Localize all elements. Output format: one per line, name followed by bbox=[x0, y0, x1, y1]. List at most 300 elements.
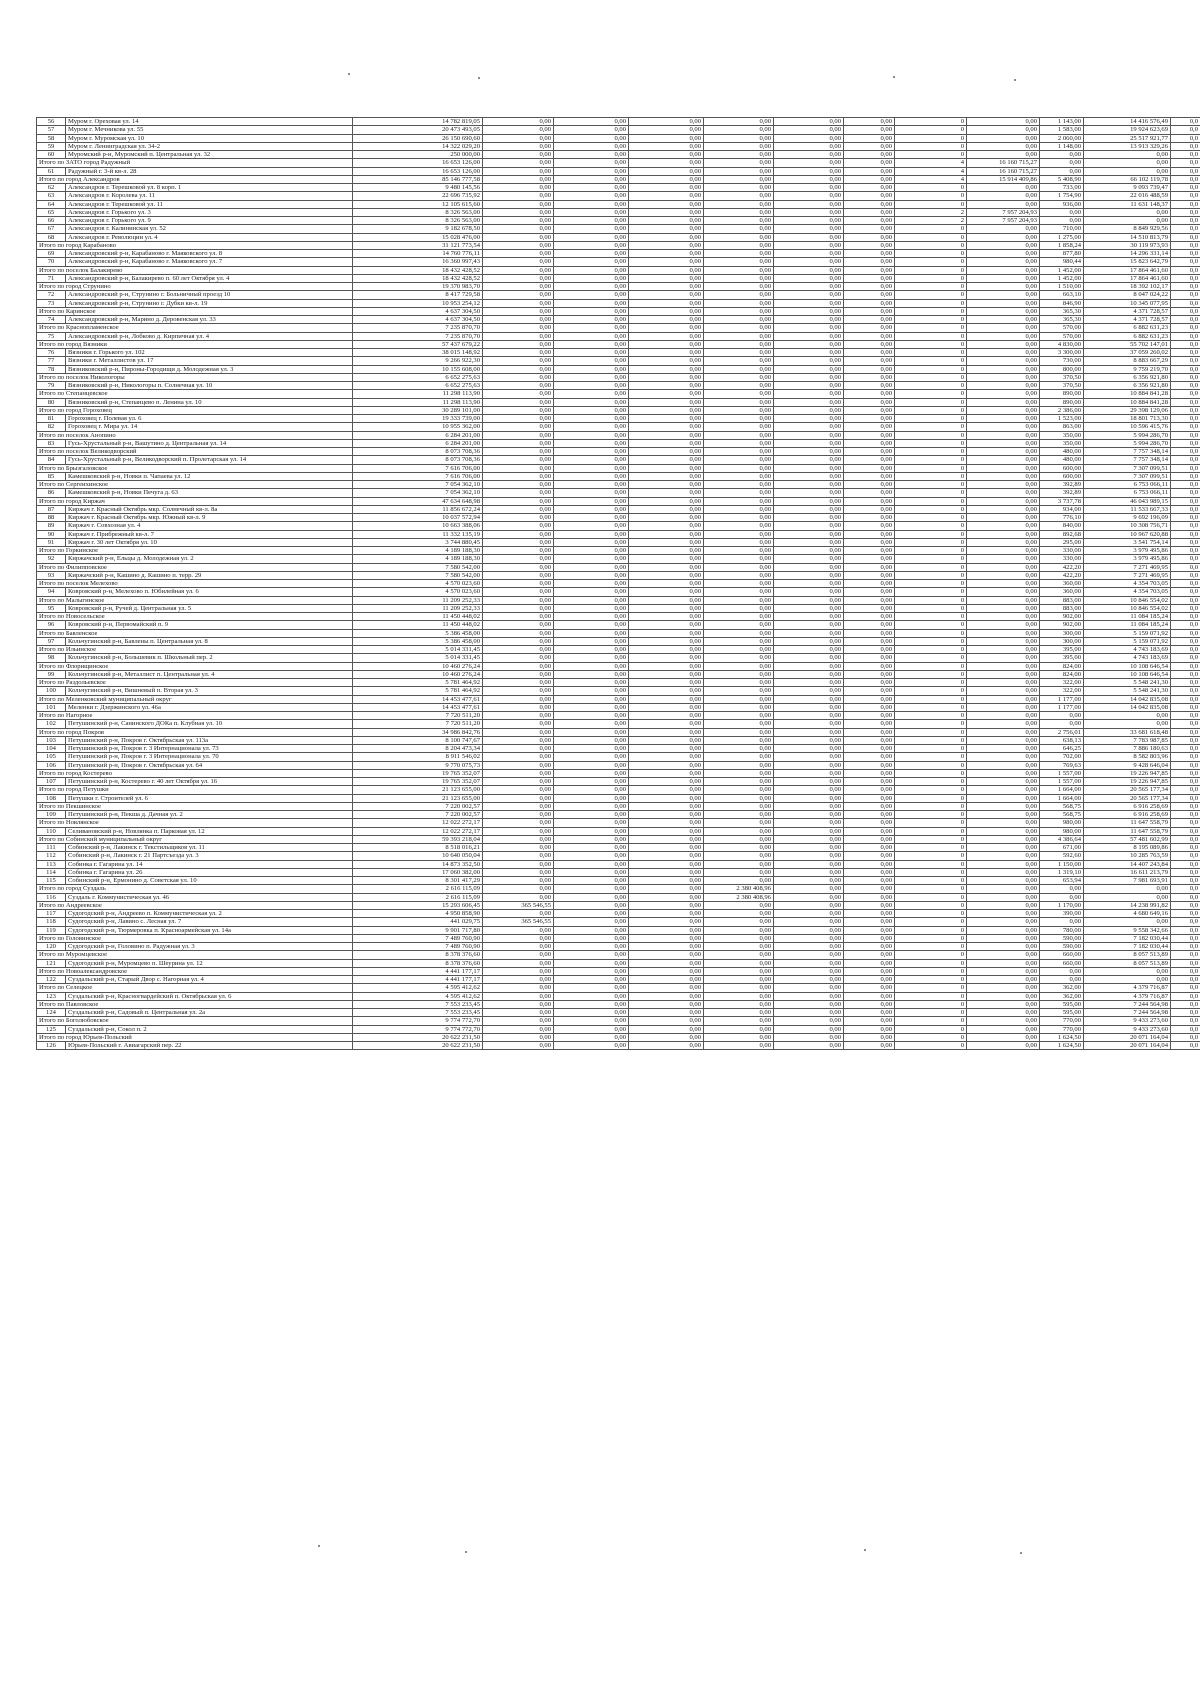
amount-cell: 0,00 bbox=[629, 505, 704, 513]
count-cell: 2 bbox=[895, 208, 967, 216]
amount-cell: 0,00 bbox=[629, 217, 704, 225]
amount-cell: 0,00 bbox=[483, 703, 554, 711]
amount-cell: 0,00 bbox=[554, 530, 629, 538]
total-cost-cell: 10 460 276,24 bbox=[353, 670, 483, 678]
amount-cell: 20 071 164,04 bbox=[1084, 1042, 1171, 1050]
amount-cell: 15 914 409,86 bbox=[967, 175, 1040, 183]
amount-cell: 0,00 bbox=[844, 250, 895, 258]
amount-cell: 0,00 bbox=[774, 142, 844, 150]
amount-cell: 0,00 bbox=[704, 588, 774, 596]
total-cost-cell: 11 450 448,02 bbox=[353, 613, 483, 621]
total-cost-cell: 4 189 188,30 bbox=[353, 555, 483, 563]
row-number: 92 bbox=[37, 555, 66, 563]
amount-cell: 0,00 bbox=[844, 266, 895, 274]
count-cell: 0 bbox=[895, 646, 967, 654]
address-cell: Итого по город Киржач bbox=[37, 497, 353, 505]
address-cell: Итого по город Струнино bbox=[37, 283, 353, 291]
amount-cell: 0,00 bbox=[483, 299, 554, 307]
address-cell: Итого по Муромцевское bbox=[37, 951, 353, 959]
amount-cell: 0,00 bbox=[967, 753, 1040, 761]
count-cell: 0 bbox=[895, 926, 967, 934]
amount-cell: 0,00 bbox=[554, 794, 629, 802]
amount-cell: 0,00 bbox=[704, 967, 774, 975]
count-cell: 0 bbox=[895, 745, 967, 753]
amount-cell: 0,00 bbox=[554, 769, 629, 777]
area-cell: 902,00 bbox=[1040, 613, 1084, 621]
amount-cell: 0,00 bbox=[629, 1025, 704, 1033]
amount-cell: 0,00 bbox=[704, 951, 774, 959]
amount-cell: 0,00 bbox=[483, 266, 554, 274]
count-cell: 0 bbox=[895, 901, 967, 909]
area-cell: 824,00 bbox=[1040, 670, 1084, 678]
address-cell: Муром г. Муромская ул. 10 bbox=[66, 134, 353, 142]
amount-cell: 0,00 bbox=[774, 629, 844, 637]
address-cell: Итого по Филипповское bbox=[37, 563, 353, 571]
amount-cell: 0,00 bbox=[844, 489, 895, 497]
amount-cell: 0,00 bbox=[483, 761, 554, 769]
address-cell: Итого по город Суздаль bbox=[37, 885, 353, 893]
table-row bbox=[37, 654, 1200, 662]
count-cell: 0 bbox=[895, 637, 967, 645]
amount-cell: 0,0 bbox=[1171, 159, 1200, 167]
amount-cell: 0,0 bbox=[1171, 687, 1200, 695]
count-cell: 0 bbox=[895, 365, 967, 373]
amount-cell: 365 546,55 bbox=[483, 918, 554, 926]
count-cell: 0 bbox=[895, 687, 967, 695]
amount-cell: 0,00 bbox=[704, 522, 774, 530]
amount-cell: 0,00 bbox=[704, 250, 774, 258]
total-cost-cell: 4 570 023,60 bbox=[353, 588, 483, 596]
area-cell: 0,00 bbox=[1040, 720, 1084, 728]
row-number: 66 bbox=[37, 217, 66, 225]
amount-cell: 0,00 bbox=[844, 918, 895, 926]
table-row bbox=[37, 811, 1200, 819]
count-cell: 0 bbox=[895, 142, 967, 150]
address-cell: Итого по Собинский муниципальный округ bbox=[37, 835, 353, 843]
count-cell: 0 bbox=[895, 250, 967, 258]
amount-cell: 4 354 703,05 bbox=[1084, 580, 1171, 588]
amount-cell: 14 407 243,84 bbox=[1084, 860, 1171, 868]
amount-cell: 0,00 bbox=[554, 918, 629, 926]
amount-cell: 0,00 bbox=[774, 175, 844, 183]
amount-cell: 0,00 bbox=[704, 728, 774, 736]
total-cost-cell: 14 760 776,11 bbox=[353, 250, 483, 258]
amount-cell: 0,00 bbox=[774, 530, 844, 538]
amount-cell: 0,00 bbox=[629, 456, 704, 464]
area-cell: 3 737,78 bbox=[1040, 497, 1084, 505]
amount-cell: 10 846 554,02 bbox=[1084, 596, 1171, 604]
amount-cell: 0,00 bbox=[704, 835, 774, 843]
amount-cell: 0,00 bbox=[844, 464, 895, 472]
amount-cell: 0,00 bbox=[774, 522, 844, 530]
amount-cell: 0,00 bbox=[967, 538, 1040, 546]
amount-cell: 0,00 bbox=[629, 365, 704, 373]
amount-cell: 0,0 bbox=[1171, 134, 1200, 142]
amount-cell: 0,00 bbox=[774, 159, 844, 167]
amount-cell: 0,00 bbox=[629, 175, 704, 183]
amount-cell: 10 108 646,54 bbox=[1084, 670, 1171, 678]
amount-cell: 0,00 bbox=[704, 530, 774, 538]
amount-cell: 0,00 bbox=[629, 992, 704, 1000]
address-cell: Вязниковский р-н, Никологоры п. Солнечная ул. 10 bbox=[66, 382, 353, 390]
amount-cell: 5 994 286,70 bbox=[1084, 439, 1171, 447]
amount-cell: 0,00 bbox=[483, 167, 554, 175]
table-row bbox=[37, 670, 1200, 678]
row-number: 68 bbox=[37, 233, 66, 241]
address-cell: Итого по Малыгинское bbox=[37, 596, 353, 604]
amount-cell: 0,00 bbox=[554, 332, 629, 340]
amount-cell: 0,00 bbox=[844, 687, 895, 695]
amount-cell: 0,00 bbox=[844, 786, 895, 794]
amount-cell: 0,00 bbox=[844, 637, 895, 645]
row-number: 60 bbox=[37, 151, 66, 159]
table-row bbox=[37, 184, 1200, 192]
amount-cell: 0,00 bbox=[967, 316, 1040, 324]
address-cell: Александровский р-н, Струнино г. Дубки кв-л. 19 bbox=[66, 299, 353, 307]
amount-cell: 0,00 bbox=[554, 712, 629, 720]
amount-cell: 0,00 bbox=[483, 844, 554, 852]
total-cost-cell: 19 370 983,70 bbox=[353, 283, 483, 291]
address-cell: Суздальский р-н, Старый Двор с. Нагорная ул. 4 bbox=[66, 976, 353, 984]
amount-cell: 0,00 bbox=[774, 934, 844, 942]
table-row bbox=[37, 439, 1200, 447]
total-cost-cell: 5 386 458,00 bbox=[353, 637, 483, 645]
amount-cell: 0,00 bbox=[844, 720, 895, 728]
amount-cell: 0,00 bbox=[844, 1042, 895, 1050]
amount-cell: 0,00 bbox=[967, 918, 1040, 926]
row-number: 87 bbox=[37, 505, 66, 513]
amount-cell: 0,00 bbox=[704, 778, 774, 786]
row-number: 101 bbox=[37, 703, 66, 711]
table-row bbox=[37, 291, 1200, 299]
amount-cell: 0,00 bbox=[844, 274, 895, 282]
count-cell: 0 bbox=[895, 794, 967, 802]
amount-cell: 0,00 bbox=[554, 662, 629, 670]
amount-cell: 0,00 bbox=[967, 324, 1040, 332]
amount-cell: 0,00 bbox=[774, 406, 844, 414]
total-cost-cell: 7 553 233,45 bbox=[353, 1000, 483, 1008]
amount-cell: 9 558 342,66 bbox=[1084, 926, 1171, 934]
table-row bbox=[37, 192, 1200, 200]
amount-cell: 0,0 bbox=[1171, 868, 1200, 876]
amount-cell: 0,00 bbox=[844, 852, 895, 860]
address-cell: Итого по Сергеихинское bbox=[37, 481, 353, 489]
amount-cell: 0,00 bbox=[629, 472, 704, 480]
count-cell: 0 bbox=[895, 233, 967, 241]
amount-cell: 5 159 071,92 bbox=[1084, 629, 1171, 637]
amount-cell: 0,00 bbox=[844, 646, 895, 654]
address-cell: Итого по город Костерево bbox=[37, 769, 353, 777]
amount-cell: 0,00 bbox=[844, 819, 895, 827]
amount-cell: 0,0 bbox=[1171, 951, 1200, 959]
area-cell: 660,00 bbox=[1040, 951, 1084, 959]
amount-cell: 0,00 bbox=[704, 159, 774, 167]
amount-cell: 0,00 bbox=[554, 687, 629, 695]
amount-cell: 0,00 bbox=[774, 332, 844, 340]
address-cell: Александровский р-н, Балакирево п. 60 лет Октября ул. 4 bbox=[66, 274, 353, 282]
amount-cell: 0,00 bbox=[967, 670, 1040, 678]
amount-cell: 0,00 bbox=[629, 1042, 704, 1050]
area-cell: 1 664,00 bbox=[1040, 786, 1084, 794]
amount-cell: 0,00 bbox=[844, 835, 895, 843]
amount-cell: 0,00 bbox=[774, 687, 844, 695]
total-cost-cell: 11 209 252,33 bbox=[353, 604, 483, 612]
amount-cell: 0,00 bbox=[704, 514, 774, 522]
amount-cell: 0,00 bbox=[704, 1017, 774, 1025]
amount-cell: 0,00 bbox=[967, 1017, 1040, 1025]
address-cell: Итого по Новлянское bbox=[37, 819, 353, 827]
count-cell: 0 bbox=[895, 976, 967, 984]
amount-cell: 0,00 bbox=[629, 291, 704, 299]
amount-cell: 0,00 bbox=[704, 365, 774, 373]
amount-cell: 0,0 bbox=[1171, 373, 1200, 381]
amount-cell: 0,00 bbox=[704, 580, 774, 588]
amount-cell: 0,00 bbox=[1084, 712, 1171, 720]
area-cell: 360,00 bbox=[1040, 588, 1084, 596]
amount-cell: 0,00 bbox=[554, 621, 629, 629]
amount-cell: 0,00 bbox=[774, 613, 844, 621]
amount-cell: 0,00 bbox=[629, 852, 704, 860]
area-cell: 780,00 bbox=[1040, 926, 1084, 934]
amount-cell: 0,00 bbox=[483, 910, 554, 918]
row-number: 70 bbox=[37, 258, 66, 266]
row-number: 62 bbox=[37, 184, 66, 192]
amount-cell: 0,00 bbox=[774, 1042, 844, 1050]
amount-cell: 0,00 bbox=[774, 868, 844, 876]
table-row bbox=[37, 959, 1200, 967]
amount-cell: 0,0 bbox=[1171, 736, 1200, 744]
amount-cell: 0,00 bbox=[629, 621, 704, 629]
amount-cell: 2 380 408,96 bbox=[704, 893, 774, 901]
area-cell: 710,00 bbox=[1040, 225, 1084, 233]
amount-cell: 0,00 bbox=[554, 159, 629, 167]
row-number: 75 bbox=[37, 332, 66, 340]
amount-cell: 7 886 180,63 bbox=[1084, 745, 1171, 753]
subtotal-row bbox=[37, 967, 1200, 975]
amount-cell: 0,00 bbox=[554, 349, 629, 357]
area-cell: 2 756,01 bbox=[1040, 728, 1084, 736]
row-number: 56 bbox=[37, 118, 66, 126]
total-cost-cell: 4 595 412,62 bbox=[353, 992, 483, 1000]
amount-cell: 0,00 bbox=[844, 860, 895, 868]
address-cell: Итого по Степанцевское bbox=[37, 390, 353, 398]
table-row bbox=[37, 976, 1200, 984]
subtotal-row bbox=[37, 984, 1200, 992]
amount-cell: 0,00 bbox=[967, 456, 1040, 464]
amount-cell: 0,00 bbox=[844, 283, 895, 291]
address-cell: Кольчугинский р-н, Металлист п. Центральная ул. 4 bbox=[66, 670, 353, 678]
amount-cell: 0,00 bbox=[774, 852, 844, 860]
amount-cell: 0,00 bbox=[774, 745, 844, 753]
amount-cell: 0,00 bbox=[967, 530, 1040, 538]
count-cell: 0 bbox=[895, 316, 967, 324]
amount-cell: 0,00 bbox=[554, 1042, 629, 1050]
amount-cell: 7 271 469,95 bbox=[1084, 563, 1171, 571]
count-cell: 0 bbox=[895, 802, 967, 810]
amount-cell: 0,00 bbox=[967, 547, 1040, 555]
count-cell: 0 bbox=[895, 753, 967, 761]
address-cell: Петушинский р-н, Покров г. Октябрьская ул. 64 bbox=[66, 761, 353, 769]
subtotal-row bbox=[37, 934, 1200, 942]
amount-cell: 4 379 716,87 bbox=[1084, 984, 1171, 992]
amount-cell: 0,00 bbox=[483, 712, 554, 720]
amount-cell: 0,00 bbox=[967, 266, 1040, 274]
amount-cell: 0,00 bbox=[629, 307, 704, 315]
amount-cell: 10 308 756,71 bbox=[1084, 522, 1171, 530]
address-cell: Ковровский р-н, Мелехово п. Юбилейная ул. 6 bbox=[66, 588, 353, 596]
address-cell: Александров г. Терешковой ул. 8 корп. 1 bbox=[66, 184, 353, 192]
amount-cell: 9 759 219,70 bbox=[1084, 365, 1171, 373]
amount-cell: 0,00 bbox=[704, 382, 774, 390]
total-cost-cell: 8 518 016,21 bbox=[353, 844, 483, 852]
amount-cell: 0,00 bbox=[554, 142, 629, 150]
total-cost-cell: 7 720 511,20 bbox=[353, 712, 483, 720]
amount-cell: 0,00 bbox=[629, 753, 704, 761]
amount-cell: 0,00 bbox=[483, 489, 554, 497]
amount-cell: 11 084 185,24 bbox=[1084, 613, 1171, 621]
address-cell: Муромский р-н, Муромский п. Центральная ул. 32 bbox=[66, 151, 353, 159]
amount-cell: 0,00 bbox=[844, 943, 895, 951]
address-cell: Итого по город Петушки bbox=[37, 786, 353, 794]
amount-cell: 0,00 bbox=[629, 637, 704, 645]
amount-cell: 0,00 bbox=[774, 134, 844, 142]
table-row bbox=[37, 794, 1200, 802]
amount-cell: 0,00 bbox=[774, 885, 844, 893]
total-cost-cell: 18 432 428,52 bbox=[353, 266, 483, 274]
area-cell: 0,00 bbox=[1040, 208, 1084, 216]
amount-cell: 0,0 bbox=[1171, 340, 1200, 348]
table-row bbox=[37, 868, 1200, 876]
amount-cell: 0,00 bbox=[483, 563, 554, 571]
amount-cell: 0,00 bbox=[967, 802, 1040, 810]
amount-cell: 0,00 bbox=[774, 1033, 844, 1041]
area-cell: 671,00 bbox=[1040, 844, 1084, 852]
amount-cell: 0,00 bbox=[629, 761, 704, 769]
amount-cell: 6 356 921,80 bbox=[1084, 373, 1171, 381]
total-cost-cell: 47 634 648,98 bbox=[353, 497, 483, 505]
amount-cell: 0,00 bbox=[483, 258, 554, 266]
amount-cell: 0,00 bbox=[844, 332, 895, 340]
amount-cell: 30 119 973,93 bbox=[1084, 241, 1171, 249]
amount-cell: 0,00 bbox=[554, 1017, 629, 1025]
amount-cell: 0,0 bbox=[1171, 811, 1200, 819]
amount-cell: 0,00 bbox=[704, 604, 774, 612]
count-cell: 0 bbox=[895, 844, 967, 852]
amount-cell: 0,00 bbox=[844, 514, 895, 522]
amount-cell: 0,00 bbox=[483, 340, 554, 348]
amount-cell: 0,00 bbox=[483, 497, 554, 505]
amount-cell: 0,00 bbox=[483, 778, 554, 786]
amount-cell: 0,0 bbox=[1171, 398, 1200, 406]
amount-cell: 7 783 987,85 bbox=[1084, 736, 1171, 744]
amount-cell: 0,00 bbox=[844, 258, 895, 266]
amount-cell: 0,00 bbox=[629, 670, 704, 678]
amount-cell: 0,00 bbox=[844, 382, 895, 390]
address-cell: Кольчугинский р-н, Большевик п. Школьный пер. 2 bbox=[66, 654, 353, 662]
amount-cell: 0,00 bbox=[629, 720, 704, 728]
subtotal-row bbox=[37, 885, 1200, 893]
amount-cell: 0,00 bbox=[967, 712, 1040, 720]
amount-cell: 14 042 835,08 bbox=[1084, 695, 1171, 703]
amount-cell: 0,0 bbox=[1171, 563, 1200, 571]
amount-cell: 7 757 348,14 bbox=[1084, 448, 1171, 456]
amount-cell: 0,0 bbox=[1171, 778, 1200, 786]
amount-cell: 0,00 bbox=[844, 959, 895, 967]
address-cell: Итого по Новосельское bbox=[37, 613, 353, 621]
amount-cell: 0,00 bbox=[967, 926, 1040, 934]
address-cell: Петушинский р-н, Пекша д. Дачная ул. 2 bbox=[66, 811, 353, 819]
area-cell: 877,80 bbox=[1040, 250, 1084, 258]
amount-cell: 33 681 618,48 bbox=[1084, 728, 1171, 736]
amount-cell: 0,00 bbox=[629, 555, 704, 563]
amount-cell: 0,00 bbox=[967, 769, 1040, 777]
total-cost-cell: 8 326 563,00 bbox=[353, 208, 483, 216]
row-number: 73 bbox=[37, 299, 66, 307]
amount-cell: 0,00 bbox=[844, 1017, 895, 1025]
table-row bbox=[37, 736, 1200, 744]
row-number: 110 bbox=[37, 827, 66, 835]
total-cost-cell: 20 622 231,50 bbox=[353, 1033, 483, 1041]
count-cell: 0 bbox=[895, 274, 967, 282]
amount-cell: 0,00 bbox=[554, 802, 629, 810]
area-cell: 1 583,00 bbox=[1040, 126, 1084, 134]
scan-speck bbox=[864, 1549, 866, 1551]
address-cell: Итого по Селецкое bbox=[37, 984, 353, 992]
amount-cell: 0,00 bbox=[967, 835, 1040, 843]
amount-cell: 0,00 bbox=[774, 291, 844, 299]
amount-cell: 9 433 273,60 bbox=[1084, 1025, 1171, 1033]
amount-cell: 0,00 bbox=[554, 423, 629, 431]
amount-cell: 0,00 bbox=[774, 728, 844, 736]
address-cell: Кольчугинский р-н, Бавлены п. Центральная ул. 8 bbox=[66, 637, 353, 645]
area-cell: 1 452,00 bbox=[1040, 266, 1084, 274]
amount-cell: 0,00 bbox=[967, 596, 1040, 604]
amount-cell: 0,00 bbox=[483, 472, 554, 480]
amount-cell: 0,00 bbox=[967, 778, 1040, 786]
amount-cell: 0,00 bbox=[704, 769, 774, 777]
amount-cell: 0,00 bbox=[844, 208, 895, 216]
area-cell: 322,00 bbox=[1040, 679, 1084, 687]
count-cell: 0 bbox=[895, 184, 967, 192]
amount-cell: 0,00 bbox=[967, 274, 1040, 282]
row-number: 84 bbox=[37, 456, 66, 464]
amount-cell: 0,00 bbox=[774, 390, 844, 398]
amount-cell: 11 084 185,24 bbox=[1084, 621, 1171, 629]
amount-cell: 10 884 841,28 bbox=[1084, 390, 1171, 398]
amount-cell: 0,00 bbox=[554, 852, 629, 860]
amount-cell: 0,00 bbox=[844, 604, 895, 612]
amount-cell: 0,00 bbox=[844, 844, 895, 852]
amount-cell: 0,00 bbox=[844, 225, 895, 233]
amount-cell: 0,00 bbox=[629, 547, 704, 555]
amount-cell: 0,00 bbox=[483, 679, 554, 687]
amount-cell: 0,00 bbox=[967, 142, 1040, 150]
amount-cell: 0,00 bbox=[483, 769, 554, 777]
amount-cell: 0,00 bbox=[629, 406, 704, 414]
scan-speck bbox=[465, 1551, 467, 1553]
amount-cell: 0,00 bbox=[704, 415, 774, 423]
amount-cell: 0,00 bbox=[704, 241, 774, 249]
amount-cell: 0,00 bbox=[704, 373, 774, 381]
amount-cell: 6 916 258,69 bbox=[1084, 811, 1171, 819]
amount-cell: 0,00 bbox=[629, 324, 704, 332]
amount-cell: 0,00 bbox=[704, 291, 774, 299]
area-cell: 595,00 bbox=[1040, 1009, 1084, 1017]
amount-cell: 0,00 bbox=[844, 390, 895, 398]
amount-cell: 0,0 bbox=[1171, 819, 1200, 827]
row-number: 83 bbox=[37, 439, 66, 447]
address-cell: Итого по город Вязники bbox=[37, 340, 353, 348]
